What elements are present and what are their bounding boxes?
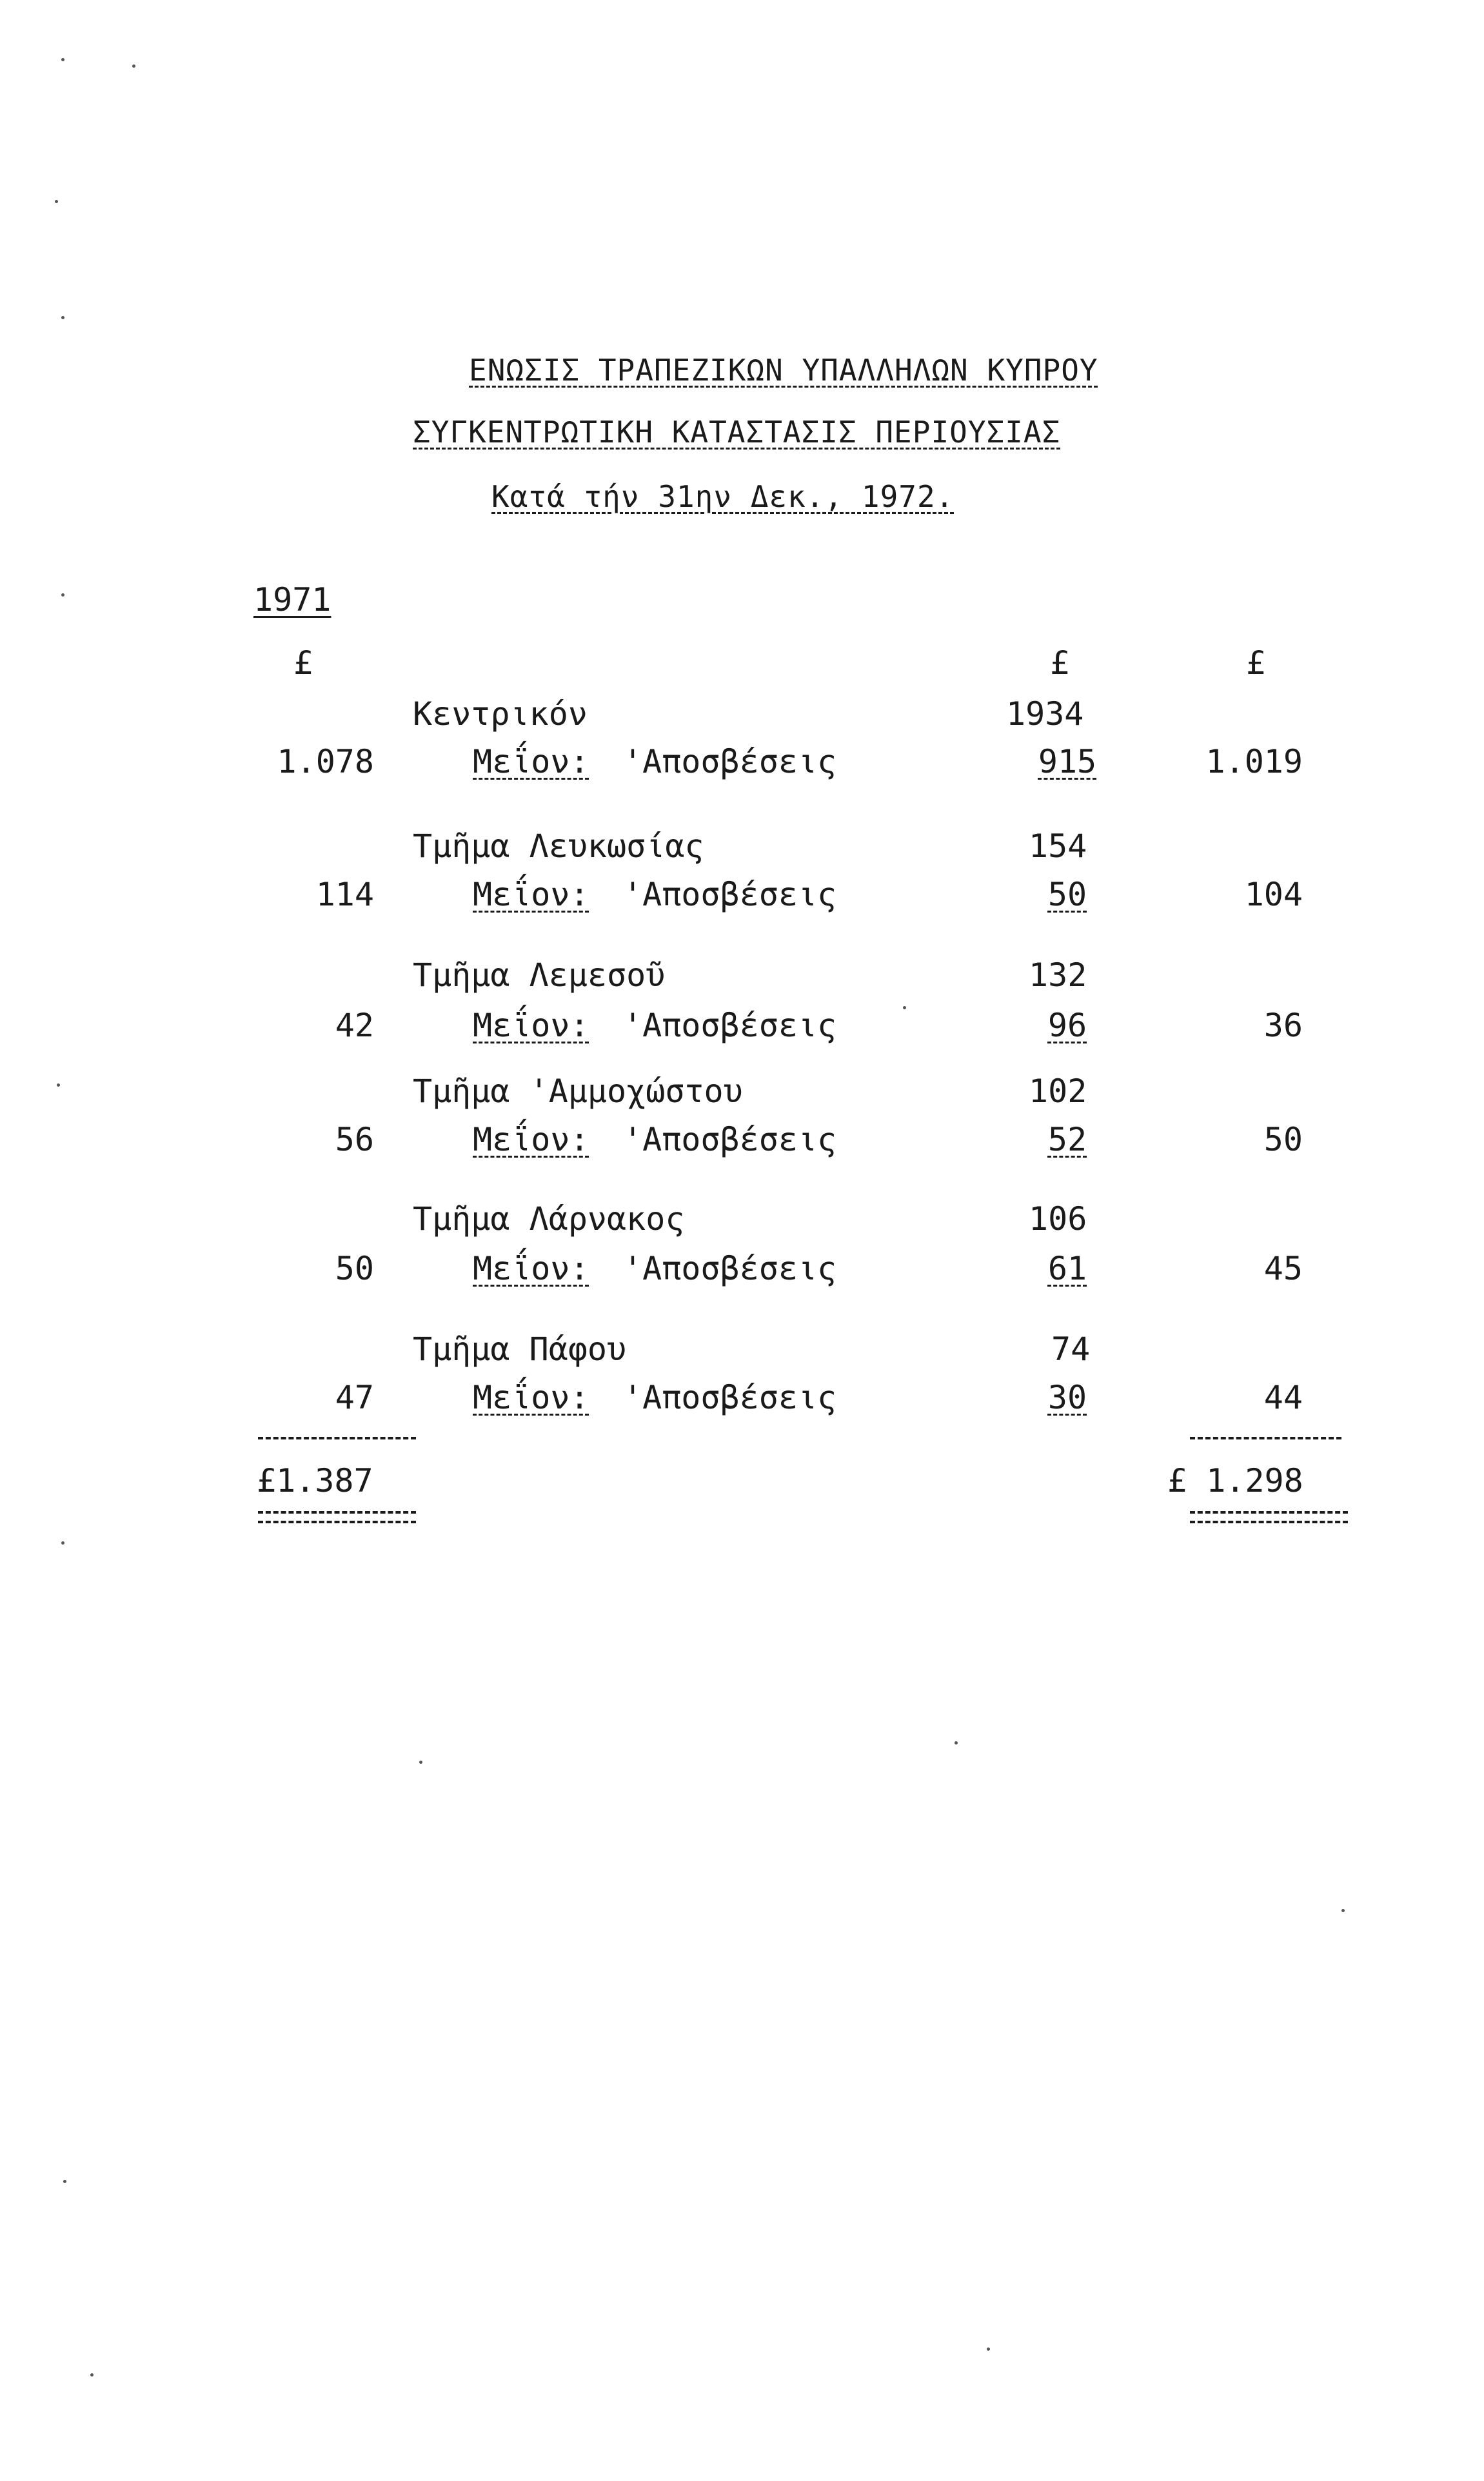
- row-cost: 106: [1029, 1200, 1087, 1238]
- cost-currency-symbol: £: [1050, 644, 1070, 682]
- prior-currency-symbol: £: [293, 644, 313, 682]
- row-net-value: 36: [1263, 1007, 1303, 1044]
- total-current: £ 1.298: [1167, 1462, 1303, 1499]
- row-net-value: 45: [1263, 1250, 1303, 1287]
- depreciation-label: 'Αποσβέσεις: [623, 743, 837, 780]
- less-label: Μεΐον:: [473, 1379, 589, 1416]
- less-label: Μεΐον:: [473, 1007, 589, 1044]
- scan-speck: [61, 316, 64, 319]
- row-name: Τμῆμα Λεμεσοῦ: [413, 956, 666, 994]
- row-cost: 74: [1051, 1330, 1091, 1368]
- row-name: Τμῆμα Λάρνακος: [413, 1200, 685, 1238]
- depreciation-label: 'Αποσβέσεις: [623, 876, 837, 913]
- depreciation-label: 'Αποσβέσεις: [623, 1250, 837, 1287]
- scan-speck: [1341, 1909, 1345, 1912]
- less-label: Μεΐον:: [473, 1250, 589, 1287]
- row-depreciation: 915: [1038, 743, 1097, 780]
- row-net-value: 50: [1263, 1121, 1303, 1158]
- scan-speck: [63, 2180, 66, 2183]
- total-double-rule-net-bottom: [1190, 1521, 1348, 1523]
- row-depreciation: 61: [1047, 1250, 1087, 1287]
- header-union-name: ΕΝΩΣΙΣ ΤΡΑΠΕΖΙΚΩΝ ΥΠΑΛΛΗΛΩΝ ΚΥΠΡΟΥ: [469, 353, 1098, 388]
- net-currency-symbol: £: [1246, 644, 1266, 682]
- row-name: Τμῆμα 'Αμμοχώστου: [413, 1072, 743, 1110]
- header-date: Κατά τήν 31ην Δεκ., 1972.: [491, 479, 955, 514]
- subtotal-rule-prior: [258, 1437, 416, 1439]
- scan-speck: [61, 58, 64, 61]
- scan-speck: [57, 1083, 60, 1087]
- row-cost: 102: [1029, 1072, 1087, 1110]
- scan-speck: [987, 2348, 990, 2351]
- total-double-rule-prior-top: [258, 1511, 416, 1514]
- row-name: Τμῆμα Λευκωσίας: [413, 827, 704, 865]
- row-net-value: 44: [1263, 1379, 1303, 1416]
- total-double-rule-prior-bottom: [258, 1521, 416, 1523]
- scan-speck: [61, 1541, 64, 1545]
- row-prior-value: 56: [335, 1121, 374, 1158]
- row-net-value: 104: [1244, 876, 1303, 913]
- total-double-rule-net-top: [1190, 1511, 1348, 1514]
- less-label: Μεΐον:: [473, 743, 589, 780]
- less-label: Μεΐον:: [473, 1121, 589, 1158]
- row-cost: 132: [1029, 956, 1087, 994]
- row-name: Τμῆμα Πάφου: [413, 1330, 627, 1368]
- scan-speck: [132, 64, 135, 68]
- header-statement-title: ΣΥΓΚΕΝΤΡΩΤΙΚΗ ΚΑΤΑΣΤΑΣΙΣ ΠΕΡΙΟΥΣΙΑΣ: [413, 415, 1061, 450]
- row-prior-value: 42: [335, 1007, 374, 1044]
- row-prior-value: 114: [315, 876, 374, 913]
- scan-speck: [90, 2373, 94, 2377]
- less-label: Μεΐον:: [473, 876, 589, 913]
- scan-speck: [61, 593, 64, 597]
- row-cost: 154: [1029, 827, 1087, 865]
- row-depreciation: 30: [1047, 1379, 1087, 1416]
- depreciation-label: 'Αποσβέσεις: [623, 1379, 837, 1416]
- scan-speck: [955, 1741, 958, 1745]
- row-prior-value: 50: [335, 1250, 374, 1287]
- scan-speck: [55, 200, 58, 203]
- subtotal-rule-net: [1190, 1437, 1341, 1439]
- depreciation-label: 'Αποσβέσεις: [623, 1007, 837, 1044]
- row-name: Κεντρικόν: [413, 695, 588, 733]
- row-net-value: 1.019: [1205, 743, 1303, 780]
- total-prior: £1.387: [257, 1462, 373, 1499]
- row-depreciation: 52: [1047, 1121, 1087, 1158]
- prior-year-heading: 1971: [253, 581, 331, 618]
- row-depreciation: 96: [1047, 1007, 1087, 1044]
- scan-speck: [419, 1761, 422, 1764]
- row-depreciation: 50: [1047, 876, 1087, 913]
- depreciation-label: 'Αποσβέσεις: [623, 1121, 837, 1158]
- row-prior-value: 47: [335, 1379, 374, 1416]
- row-prior-value: 1.078: [277, 743, 374, 780]
- row-cost: 1934: [1006, 695, 1084, 733]
- scan-speck: [903, 1006, 906, 1009]
